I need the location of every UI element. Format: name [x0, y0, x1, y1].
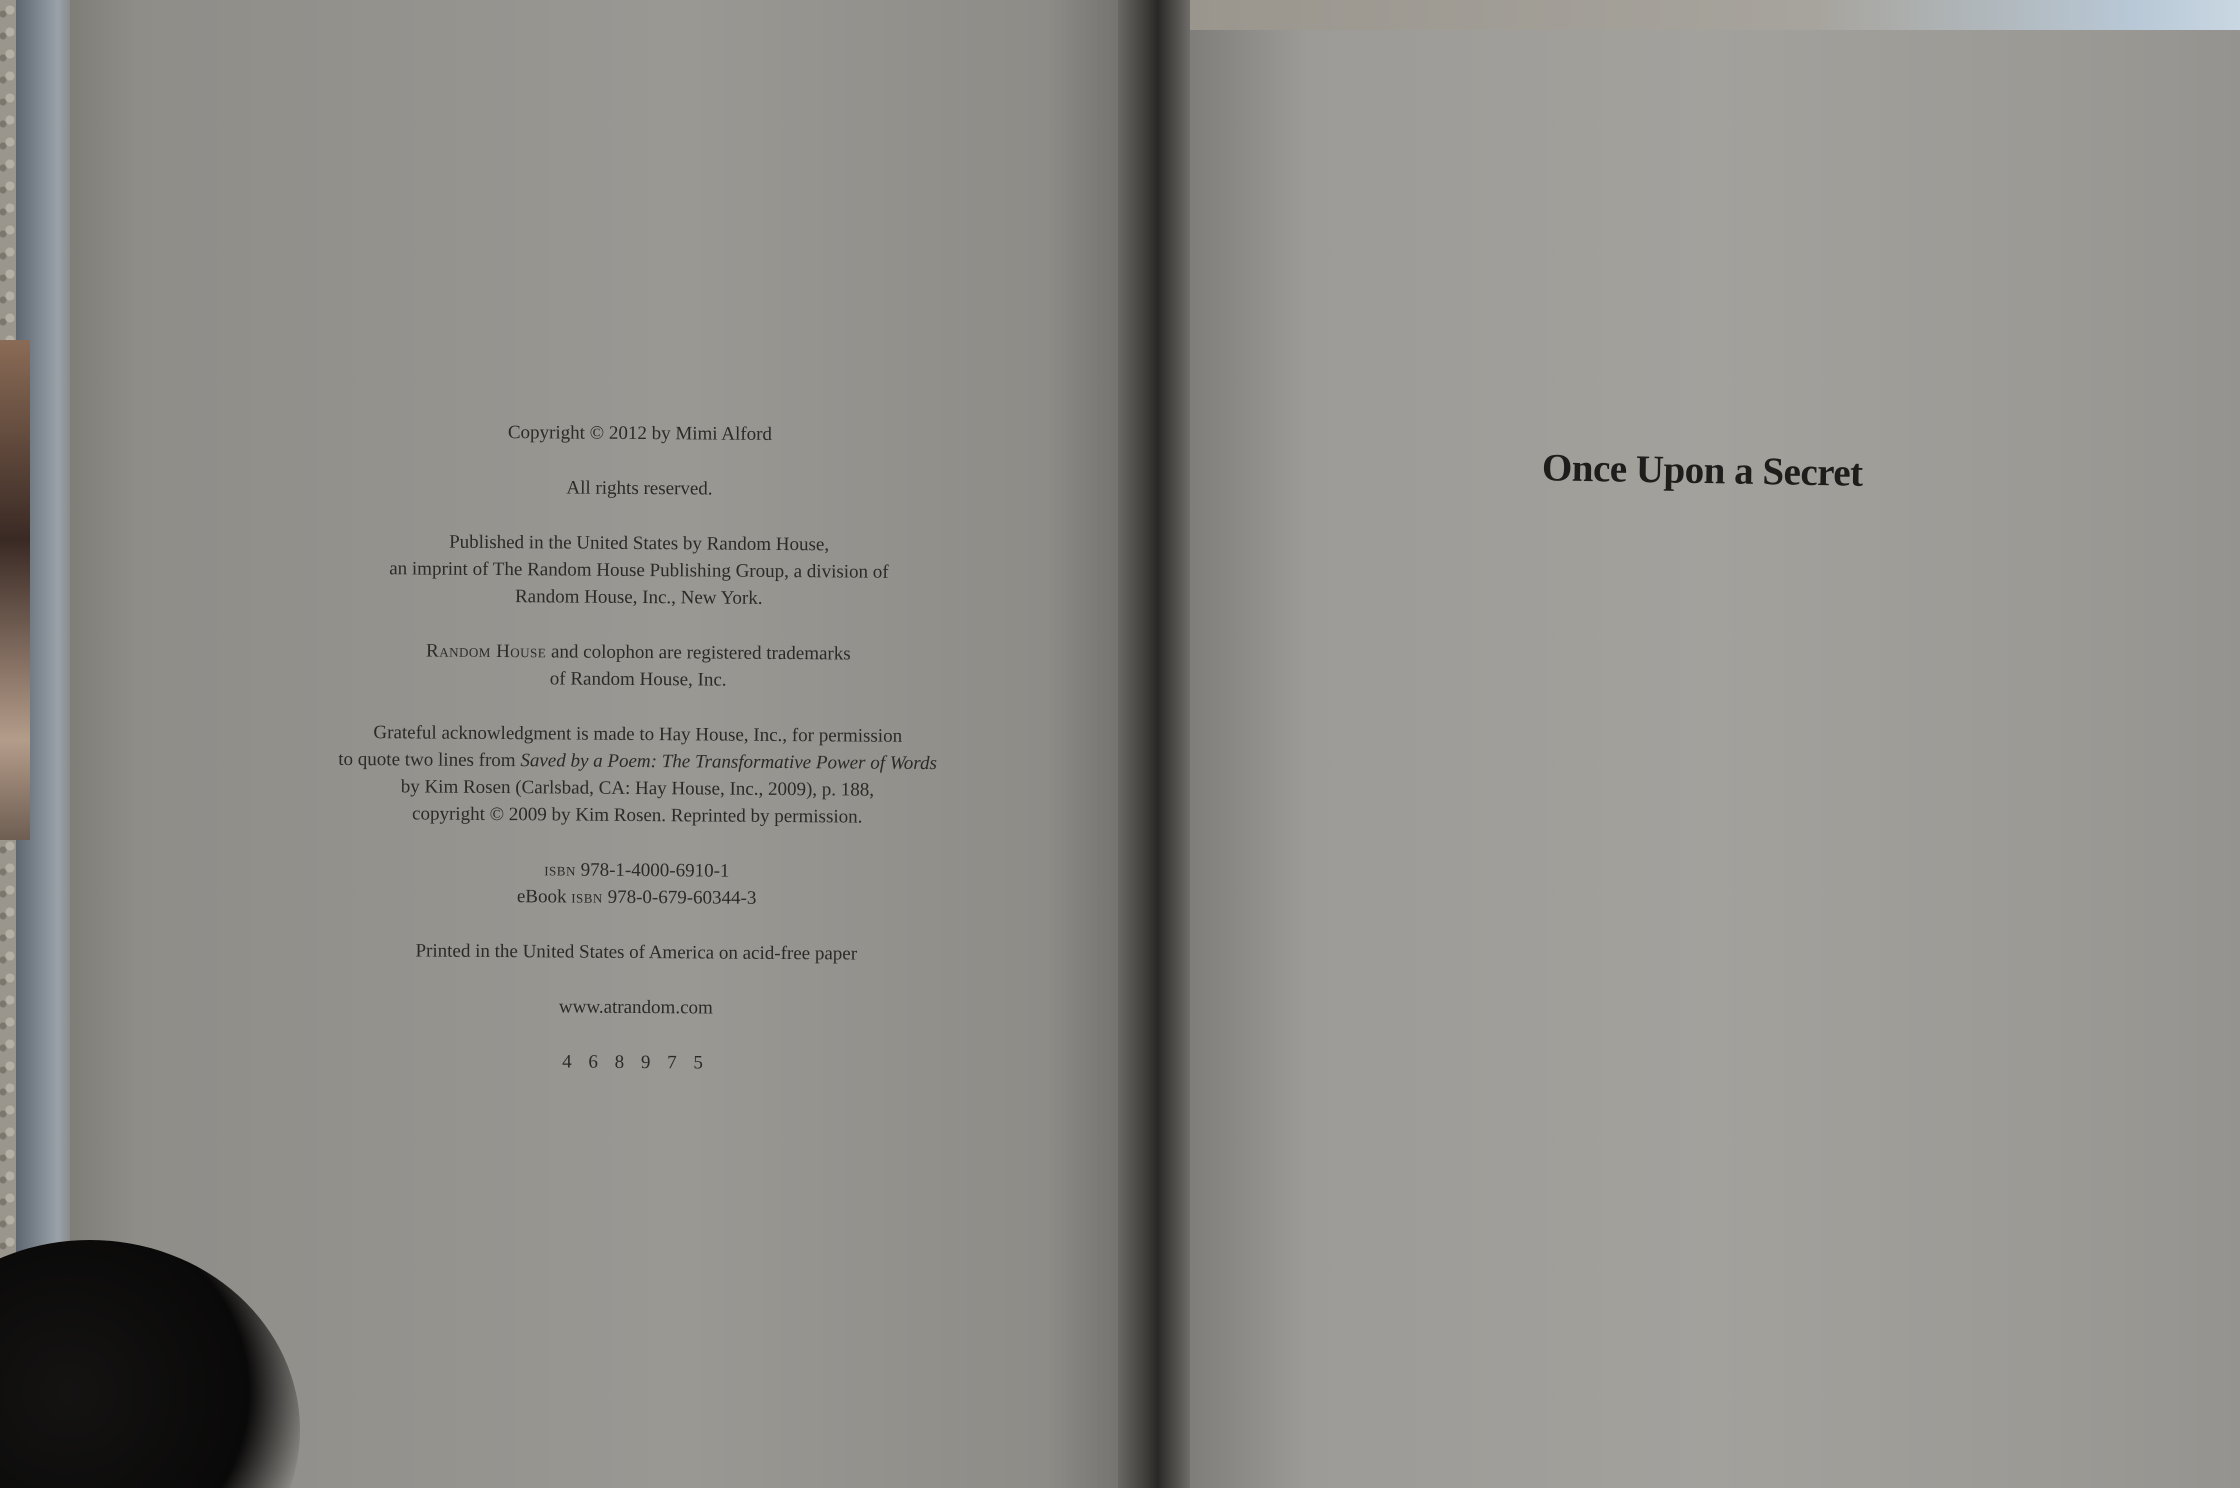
ebook-prefix: eBook — [516, 886, 572, 908]
acknowledgment-line-4: copyright © 2009 by Kim Rosen. Reprinted by permission. — [411, 803, 863, 828]
half-title: Once Upon a Secret — [1541, 446, 1864, 495]
ebook-isbn-label: isbn — [571, 886, 603, 908]
acknowledgment-line-2 — [288, 746, 988, 778]
isbn-value: 978-1-4000-6910-1 — [580, 859, 730, 882]
published-line-2: an imprint of The Random House Publishing Group, a division of — [389, 558, 889, 583]
dust-jacket-strip — [0, 340, 30, 840]
website-line: www.atrandom.com — [558, 996, 713, 1019]
printed-line: Printed in the United States of America on acid-free paper — [415, 940, 858, 965]
rights-line: All rights reserved. — [566, 477, 713, 500]
book-citation-title: Saved by a Poem: The Transformative Power of Words — [520, 750, 937, 775]
isbn-label: isbn — [544, 859, 576, 881]
trademark-line-2: of Random House, Inc. — [549, 668, 727, 691]
print-number-line: 4 6 8 9 7 5 — [562, 1051, 709, 1074]
acknowledgment-prefix: to quote two lines from — [338, 748, 521, 772]
trademark-brand: Random House — [425, 640, 547, 663]
ebook-isbn-line — [287, 882, 987, 914]
book-gutter — [1118, 0, 1190, 1488]
copyright-page-text — [285, 418, 990, 1079]
copyright-line: Copyright © 2012 by Mimi Alford — [507, 422, 773, 445]
ebook-isbn-value: 978-0-679-60344-3 — [607, 886, 757, 909]
trademark-rest: and colophon are registered trademarks — [546, 641, 851, 665]
right-page — [1180, 30, 2240, 1488]
carpet-top-strip — [1180, 0, 2240, 34]
acknowledgment-line-3: by Kim Rosen (Carlsbad, CA: Hay House, Inc., 2009), p. 188, — [400, 776, 875, 801]
acknowledgment-line-1: Grateful acknowledgment is made to Hay House, Inc., for permission — [373, 722, 903, 747]
published-line-3: Random House, Inc., New York. — [514, 586, 763, 609]
published-line-1: Published in the United States by Random House, — [449, 531, 830, 556]
